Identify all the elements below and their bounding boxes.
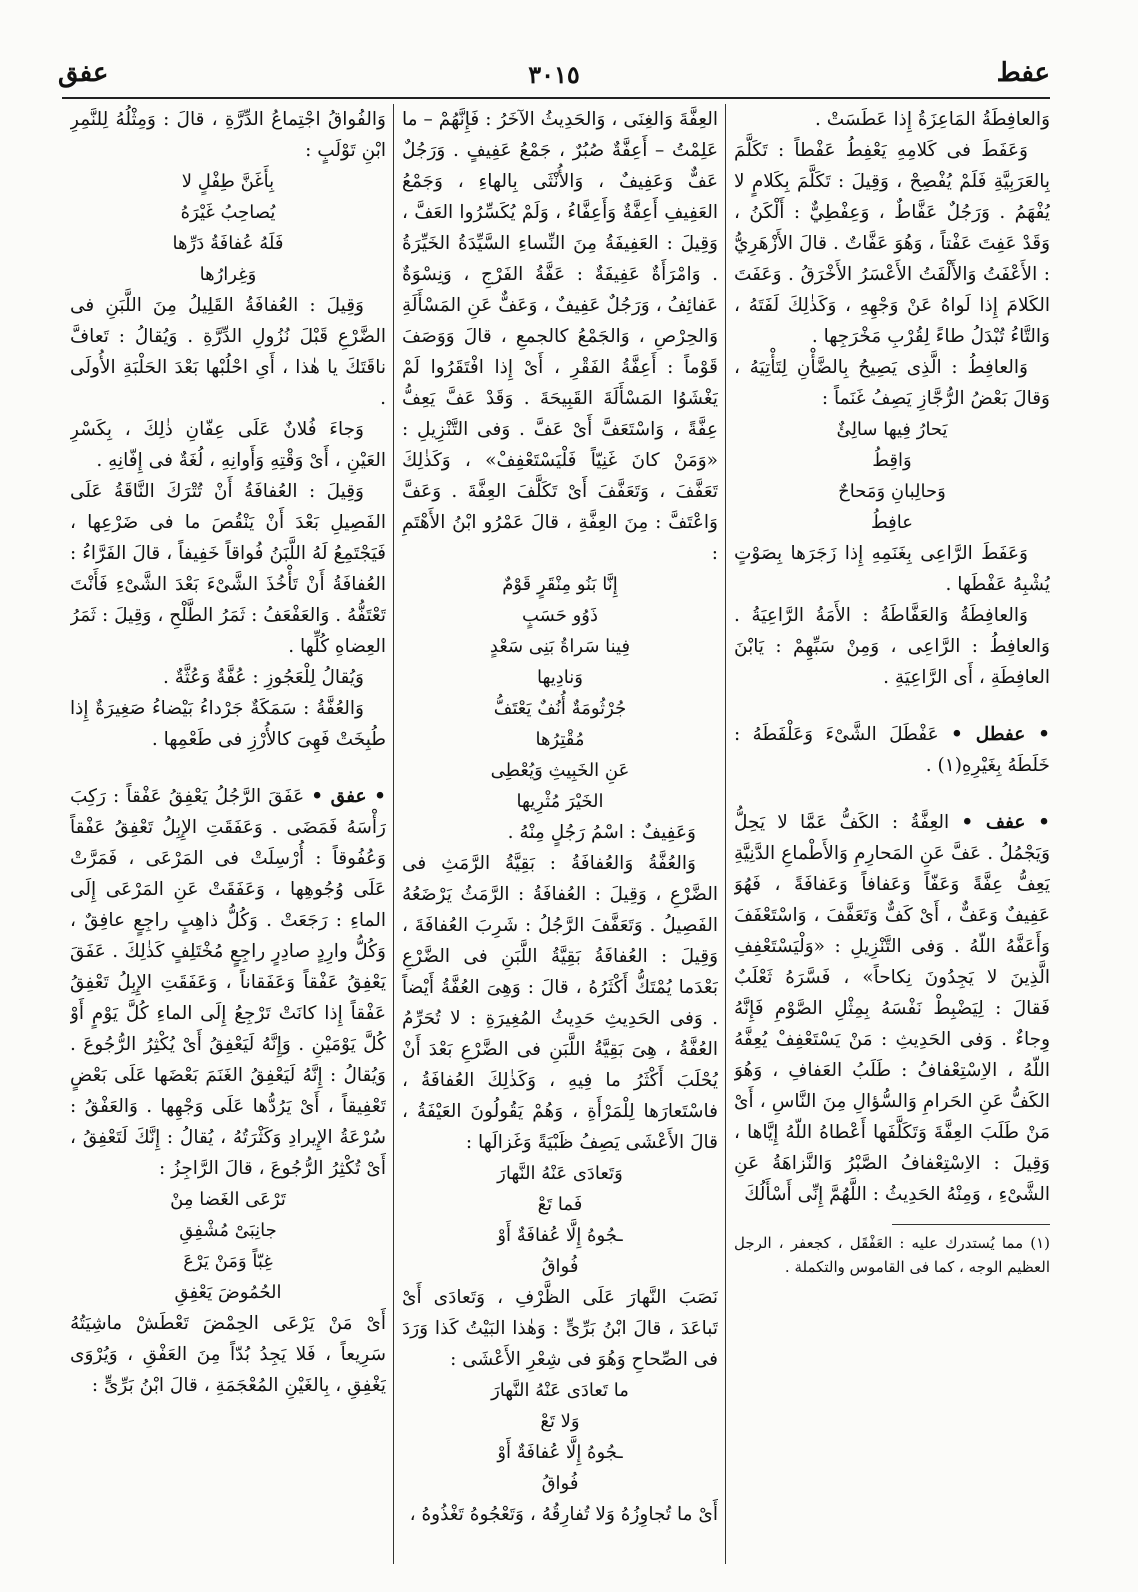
entry-afaq bbox=[70, 781, 386, 1184]
verse-hemistich: وَحالِبانِ وَمَحاحٌ عافِطُ bbox=[838, 481, 946, 533]
paragraph: وَالعُفَّةُ وَالعُفافَةُ : بَقِيَّةُ الرَّمَثِ فى الضَّرْعِ ، وَقِيلَ : العُفافَةُ : الرَّمَثُ يَرْضَعُهُ الفَصِيلُ . وَتَعَفَّفَ الرَّجُلُ : شَرِبَ العُفافَةَ ، وَقِيلَ : العُفافَةُ بَقِيَّةُ اللَّبَنِ فى الضَّرْعِ بَعْدَما يُمْتَكُّ أَكْثَرُهُ ، قالَ : وَهِىَ العُفَّةُ أَيْضاً . وَفى الحَدِيثِ حَدِيثُ المُغِيرَةِ : لا تُحَرِّمُ العُفَّةُ ، هِىَ بَقِيَّةُ اللَّبَنِ فى الضَّرْعِ بَعْدَ أَنْ يُحْلَبَ أَكْثَرُ ما فِيهِ ، وَكَذٰلِكَ العُفافَةُ ، فاسْتَعارَها لِلْمَرْأَةِ ، وَهُمْ يَقُولُونَ العَيْفَةُ ، قالَ الأَعْشَى يَصِفُ ظَبْيَةً وَغَزالَها : bbox=[402, 853, 718, 1153]
verse bbox=[402, 569, 718, 631]
verse bbox=[402, 755, 718, 817]
column-left bbox=[70, 104, 386, 1564]
verse-hemistich: ما تَعادَى عَنْهُ النَّهارَ وَلا تَعْ bbox=[491, 1380, 629, 1432]
headword: • عفف • bbox=[961, 812, 1050, 833]
paragraph: العِفَّةَ وَالغِنَى ، وَالحَدِيثُ الآخَرُ : فَإِنَّهُمْ – ما عَلِمْتُ – أَعِفَّةٌ صُبُرٌ ، جَمْعُ عَفِيفٍ . وَرَجُلٌ عَفٌّ وَعَفِيفٌ ، وَالأُنْثَى بِالهاءِ ، وَجَمْعُ العَفِيفِ أَعِفَّةٌ وَأَعِفَّاءُ ، وَلَمْ يُكَسِّرُوا العَفَّ ، وَقِيلَ : العَفِيفَةُ مِنَ النِّساءِ السَّيِّدَةُ الخَيِّرَةُ . وَامْرَأَةٌ عَفِيفَةٌ : عَفَّةُ الفَرْجِ ، وَنِسْوَةٌ عَفائِفُ ، وَرَجُلٌ عَفِيفٌ ، وَعَفٌّ عَنِ المَسْأَلَةِ وَالحِرْصِ ، وَالجَمْعُ كالجمعِ ، قالَ وَوَصَفَ قَوْماً : أَعِفَّةُ الفَقْرِ ، أَىْ إِذا افْتَقَرُوا لَمْ يَغْشَوُا المَسْأَلَةَ القَبِيحَةَ . وَقَدْ عَفَّ يَعِفُّ عِفَّةً ، وَاسْتَعَفَّ أَىْ عَفَّ . وَفى التَّنْزِيلِ : «وَمَنْ كانَ غَنِيّاً فَلْيَسْتَعْفِفْ» ، وَكَذٰلِكَ تَعَفَّفَ ، وَتَعَفَّفَ أَىْ تَكَلَّفَ العِفَّةَ . وَعَفَّ وَاعْتَفَّ : مِنَ العِفَّةِ ، قالَ عَمْرُو ابْنُ الأَهْتَمِ : bbox=[402, 109, 718, 564]
verse-hemistich: فَلَهُ عُفافَةُ دَرِّها وَغِرارُها bbox=[172, 233, 284, 285]
verse-hemistich: جُرْثُومَةٌ أُنُفٌ يَعْتَفُّ مُقْتِرُها bbox=[493, 698, 627, 750]
verse-hemistich: ـجُوهُ إِلَّا عُفافَةٌ أَوْ فُواقُ bbox=[497, 1442, 623, 1494]
footnote-rule bbox=[892, 1224, 1050, 1225]
entry-afatal bbox=[734, 719, 1050, 781]
column-middle bbox=[402, 104, 718, 1564]
verse bbox=[70, 1184, 386, 1246]
verse bbox=[402, 693, 718, 755]
verse bbox=[734, 414, 1050, 476]
paragraph: نَصَبَ النَّهارَ عَلَى الظَّرْفِ ، وَتَعادَى أَىْ تَباعَدَ ، قالَ ابْنُ بَرِّىٍّ : وَهٰذا البَيْتُ كَذا وَرَدَ فى الصِّحاحِ وَهُوَ فى شِعْرِ الأَعْشَى : bbox=[402, 1287, 718, 1370]
paragraph: وَعَفَطَ الرَّاعِى بِغَنَمِهِ إِذا زَجَرَها بِصَوْتٍ يُشْبِهُ عَفْطَها . bbox=[734, 543, 1050, 595]
verse-hemistich: ـجُوهُ إِلَّا عُفافَةٌ أَوْ فُواقُ bbox=[497, 1225, 623, 1277]
footnote: (١) مما يُستدرك عليه : العَفْقَل ، كجعفر ، الرجل العظيم الوجه ، كما فى القاموس والتكملة . bbox=[734, 1234, 1050, 1276]
verse-hemistich: يَحارُ فِيها سالِئٌ وَاقِطُ bbox=[836, 419, 948, 471]
paragraph: وَالعافِطَةُ المَاعِزَةُ إِذا عَطَسَتْ . bbox=[814, 109, 1050, 130]
verse bbox=[70, 228, 386, 290]
verse-hemistich: تَرْعَى الغَضا مِنْ جانِبَىْ مُشْفِقِ bbox=[170, 1189, 286, 1241]
text-columns bbox=[62, 104, 1050, 1564]
verse bbox=[734, 476, 1050, 538]
verse bbox=[402, 1437, 718, 1499]
verse-hemistich: وَتَعادَى عَنْهُ النَّهارَ فَما تَعْ bbox=[497, 1163, 623, 1215]
entry-text: عَفَقَ الرَّجُلُ يَعْفِقُ عَفْقاً : رَكِبَ رَأْسَهُ فَمَضَى . وَعَفَقَتِ الإِبِلُ تَعْفِقُ عَفْقاً وَعُفُوقاً : أُرْسِلَتْ فى المَرْعَى ، فَمَرَّتْ عَلَى وُجُوهِها ، وَعَفَقَتْ عَنِ المَرْعَى إِلَى الماءِ : رَجَعَتْ . وَكُلُّ ذاهِبٍ راجِعٍ عافِقٌ ، وَكُلُّ وارِدٍ صادِرٍ راجِعٍ مُخْتَلِفٍ كَذٰلِكَ . عَفَقَ يَعْفِقُ عَفْقاً وَعَفَقاناً ، وَعَفَقَتِ الإِبِلُ تَعْفِقُ عَفْقاً إِذا كانَتْ تَرْجِعُ إِلَى الماءِ كُلَّ يَوْمٍ أَوْ كُلَّ يَوْمَيْنِ . وَإِنَّهُ لَيَعْفِقُ أَىْ يُكْثِرُ الرُّجُوعَ . وَيُقالُ : إِنَّهُ لَيَعْفِقُ الغَنَمَ بَعْضَها عَلَى بَعْضٍ تَعْفِيقاً ، أَىْ يَرُدُّها عَلَى وَجْهِها . وَالعَفْقُ : سُرْعَةُ الإِيرادِ وَكَثْرَتُهُ ، يُقالُ : إِنَّكَ لَتَعْفِقُ ، أَىْ تُكْثِرُ الرُّجُوعَ ، قالَ الرَّاجِزُ : bbox=[70, 786, 386, 1179]
verse bbox=[402, 1375, 718, 1437]
paragraph: وَالفُواقُ اجْتِماعُ الدِّرَّةِ ، قالَ : وَمِثْلُهُ لِلنَّمِرِ ابْنِ تَوْلَبٍ : bbox=[70, 109, 386, 161]
paragraph: أَىْ مَنْ يَرْعَى الحِمْضَ تَعْطَشْ ماشِيَتُهُ سَرِيعاً ، فَلا يَجِدُ بُدّاً مِنَ العَفْقِ ، وَيُرْوَى يَغْفِقِ ، بِالغَيْنِ المُعْجَمَةِ ، قالَ ابْنُ بَرِّىٍّ : bbox=[70, 1313, 386, 1396]
page-number: ٣٠١٥ bbox=[528, 60, 580, 89]
verse bbox=[70, 166, 386, 228]
headword: • عفق • bbox=[311, 786, 386, 807]
verse-hemistich: فِينا سَراةُ بَنِى سَعْدٍ وَنادِيها bbox=[489, 636, 631, 688]
verse-hemistich: إِنَّا بَنُو مِنْقَرٍ قَوْمٌ ذَوُو حَسَبٍ bbox=[502, 574, 618, 626]
paragraph: وَقِيلَ : العُفافَةُ أَنْ تُتْرَكَ النَّاقَةُ عَلَى الفَصِيلِ بَعْدَ أَنْ يَنْقُصَ ما فى ضَرْعِها ، فَيَجْتَمِعُ لَهُ اللَّبَنُ فُواقاً خَفِيفاً ، قالَ الفَرَّاءُ : العُفافَةُ أَنْ تَأْخُذَ الشَّىْءَ بَعْدَ الشَّىْءِ فَأَنْتَ تَعْتَفُّهُ . وَالعَفْعَفُ : ثَمَرُ الطَّلْحِ ، وَقِيلَ : ثَمَرُ العِضاهِ كُلِّها . bbox=[70, 481, 386, 657]
page-header bbox=[58, 52, 1050, 96]
header-right-word: عفط bbox=[996, 58, 1050, 88]
paragraph: وَجاءَ فُلانٌ عَلَى عِفّانِ ذٰلِكَ ، بِكَسْرِ العَيْنِ ، أَىْ وَقْتِهِ وَأَوانِهِ ، لُغَةٌ فى إِفّانِهِ . bbox=[70, 419, 386, 471]
entry-text: العِفَّةُ : الكَفُّ عَمَّا لا يَحِلُّ وَيَجْمُلُ . عَفَّ عَنِ المَحارِمِ وَالأَطْماعِ الدَّنِيَّةِ يَعِفُّ عِفَّةً وَعَفّاً وَعَفافاً وَعَفافَةً ، فَهُوَ عَفِيفٌ وَعَفٌّ ، أَىْ كَفٌّ وَتَعَفَّفَ ، وَاسْتَعْفَفَ وَأَعَفَّهُ اللّهُ . وَفى التَّنْزِيلِ : «وَلْيَسْتَعْفِفِ الَّذِينَ لا يَجِدُونَ نِكاحاً» ، فَسَّرَهُ ثَعْلَبٌ فَقالَ : لِيَضْبِطْ نَفْسَهُ بِمِثْلِ الصَّوْمِ فَإِنَّهُ وِجاءٌ . وَفى الحَدِيثِ : مَنْ يَسْتَعْفِفْ يُعِفَّهُ اللّهُ ، الاِسْتِعْفافُ : طَلَبُ العَفافِ ، وَهُوَ الكَفُّ عَنِ الحَرامِ وَالسُّؤالِ مِنَ النَّاسِ ، أَىْ مَنْ طَلَبَ العِفَّةَ وَتَكَلَّفَها أَعْطاهُ اللّهُ إِيَّاها ، وَقِيلَ : الاِسْتِعْفافُ الصَّبْرُ وَالنَّزاهَةُ عَنِ الشَّىْءِ ، وَمِنْهُ الحَدِيثُ : اللَّهُمَّ إِنِّى أَسْأَلُكَ bbox=[734, 812, 1050, 1205]
paragraph: أَىْ ما تُجاوِزُهُ وَلا تُفارِقُهُ ، وَتَعْجُوهُ تَغْذُوهُ ، bbox=[409, 1504, 718, 1525]
paragraph: وَعَفَطَ فى كَلامِهِ يَعْفِطُ عَفْطاً : تَكَلَّمَ بِالعَرَبِيَّةِ فَلَمْ يُفْصِحْ ، وَقِيلَ : تَكَلَّمَ بِكَلامٍ لا يُفْهَمُ . وَرَجُلٌ عَفَّاطٌ ، وَعِفْطِيٌّ : أَلْكَنُ ، وَقَدْ عَفِتَ عَفْتاً ، وَهُوَ عَفَّاتٌ . قالَ الأَزْهَرِيُّ : الأَعْفَتُ وَالأَلْفَتُ الأَعْسَرُ الأَخْرَقُ . وَعَفَتَ الكَلامَ إِذا لَواهُ عَنْ وَجْهِهِ ، وَكَذٰلِكَ لَفَتَهُ ، وَالتَّاءُ تُبْدَلُ طاءً لِقُرْبِ مَخْرَجِها . bbox=[734, 140, 1050, 347]
column-right bbox=[734, 104, 1050, 1564]
verse bbox=[402, 631, 718, 693]
header-left-word: عفق bbox=[58, 58, 109, 88]
paragraph: وَقِيلَ : العُفافَةُ القَلِيلُ مِنَ اللَّبَنِ فى الضَّرْعِ قَبْلَ نُزُولِ الدِّرَّةِ . وَيُقالُ : تَعافَّ ناقَتَكَ يا هٰذا ، أَىِ احْلُبْها بَعْدَ الحَلْبَةِ الأُولَى . bbox=[70, 295, 386, 409]
paragraph: وَالعُفَّةُ : سَمَكَةٌ جَرْداءُ بَيْضاءُ صَغِيرَةٌ إِذا طُبِخَتْ فَهِىَ كالأُرْزِ فى طَعْمِها . bbox=[70, 698, 386, 750]
verse bbox=[402, 1158, 718, 1220]
verse-hemistich: بِأَغَنَّ طِفْلٍ لا يُصاحِبُ غَيْرَهُ bbox=[180, 171, 276, 223]
paragraph: وَالعافِطَةُ وَالعَفَّاطَةُ : الأَمَةُ الرَّاعِيَةُ . وَالعافِطُ : الرَّاعِى ، وَمِنْ سَبِّهِمْ : يَابْنَ العافِطَةِ ، أَى الرَّاعِيَةِ . bbox=[734, 605, 1050, 688]
verse-hemistich: عَنِ الخَبِيثِ وَيُعْطِى الخَيْرَ مُثْرِيها bbox=[490, 760, 630, 812]
paragraph: وَالعافِطُ : الَّذِى يَصِيحُ بِالضَّأْنِ لِتَأْتِيَهُ ، وَقالَ بَعْضُ الرُّجَّازِ يَصِفُ غَنَماً : bbox=[734, 357, 1050, 409]
verse bbox=[402, 1220, 718, 1282]
verse bbox=[70, 1246, 386, 1308]
column-divider bbox=[393, 104, 394, 1564]
headword: • عفطل • bbox=[951, 724, 1050, 745]
paragraph: وَعَفِيفٌ : اسْمُ رَجُلٍ مِنْهُ . bbox=[507, 822, 696, 843]
entry-afaf bbox=[734, 807, 1050, 1210]
column-divider bbox=[725, 104, 726, 1564]
entry-text: عَفْطَلَ الشَّىْءَ وَعَلْفَطَهُ : خَلَطَهُ بِغَيْرِهِ(١) . bbox=[734, 724, 1050, 776]
verse-hemistich: غِبّاً وَمَنْ يَرْعَ الحُمُوضَ يَعْفِقِ bbox=[174, 1251, 282, 1303]
header-rule bbox=[62, 97, 1050, 99]
paragraph: وَيُقالُ لِلْعَجُوزِ : عُفَّةٌ وَعُثَّةٌ . bbox=[163, 667, 364, 688]
